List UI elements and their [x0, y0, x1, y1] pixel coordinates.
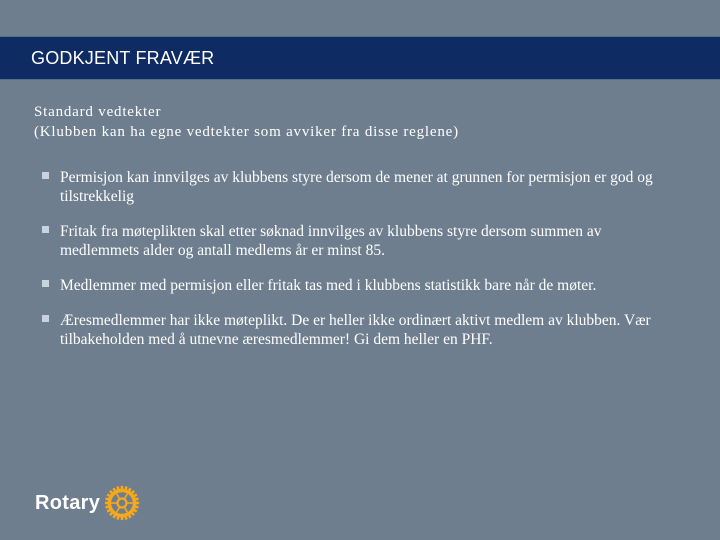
- bullet-text: Permisjon kan innvilges av klubbens styre dersom de mener at grunnen for permisjon er god og tilstrekkelig: [60, 169, 653, 205]
- bullet-item: [42, 168, 662, 206]
- subtitle-line-2: (Klubben kan ha egne vedtekter som avviker fra disse reglene): [34, 124, 459, 140]
- bullet-list: [42, 168, 662, 365]
- rotary-wheel-icon: [104, 485, 140, 521]
- bullet-item: [42, 276, 662, 295]
- square-bullet-icon: [42, 172, 49, 179]
- subtitle-line-1: Standard vedtekter: [34, 104, 162, 120]
- bullet-text: Medlemmer med permisjon eller fritak tas med i klubbens statistikk bare når de møter.: [60, 277, 597, 294]
- bullet-item: [42, 222, 662, 260]
- bullet-item: [42, 311, 662, 349]
- square-bullet-icon: [42, 226, 49, 233]
- bullet-text: Fritak fra møteplikten skal etter søknad innvilges av klubbens styre dersom summen av medlemmets alder og antall medlems år er minst 85.: [60, 223, 602, 259]
- bullet-text: Æresmedlemmer har ikke møteplikt. De er heller ikke ordinært aktivt medlem av klubben. Vær tilbakeholden med å utnevne æresmedlemmer! Gi dem heller en PHF.: [60, 312, 651, 348]
- rotary-logo: [35, 485, 140, 521]
- square-bullet-icon: [42, 280, 49, 287]
- square-bullet-icon: [42, 315, 49, 322]
- slide-title: GODKJENT FRAVÆR: [31, 48, 215, 68]
- slide-subtitle: [34, 102, 459, 142]
- title-band: [0, 36, 720, 80]
- logo-wordmark: Rotary: [35, 491, 101, 514]
